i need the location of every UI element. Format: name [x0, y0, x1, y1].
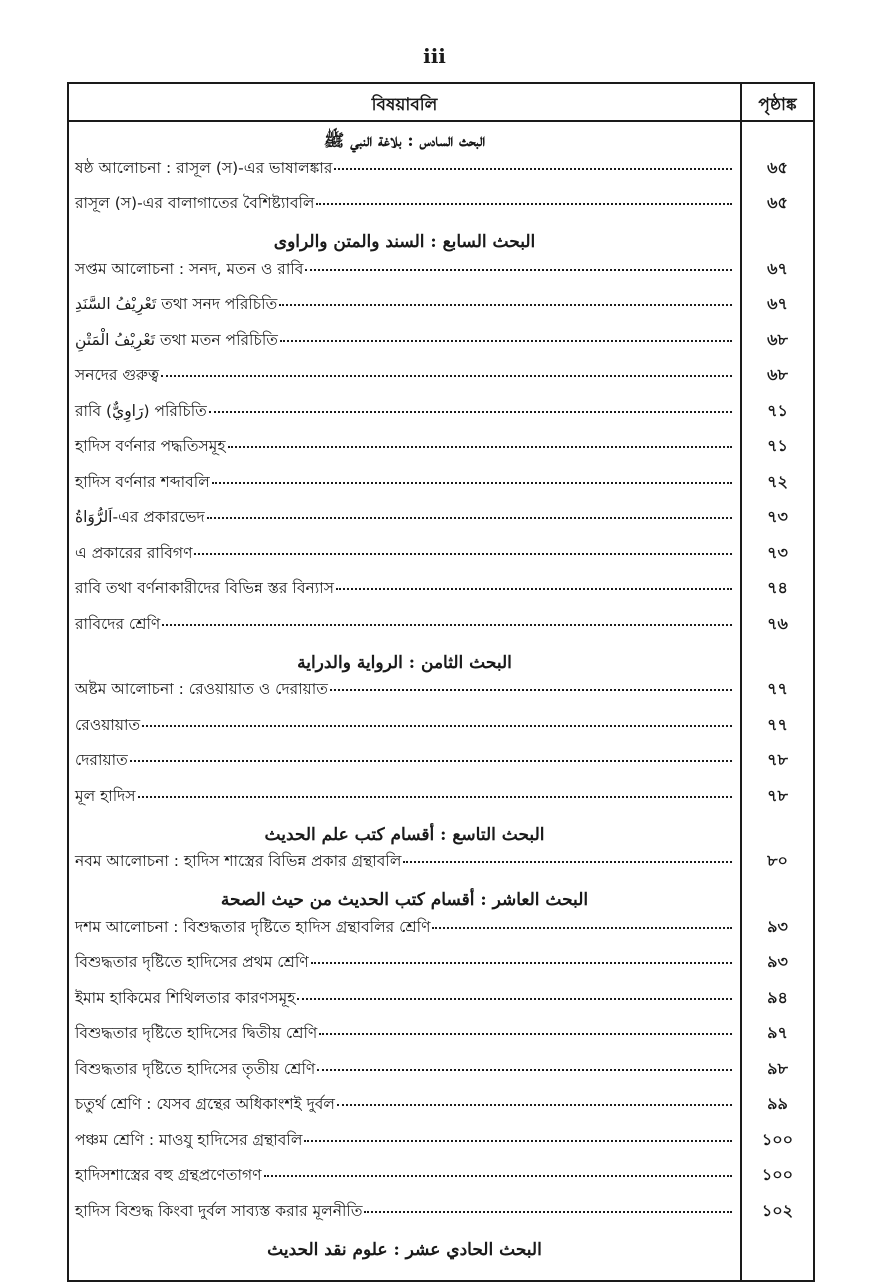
- entry-title: হাদিস বিশুদ্ধ কিংবা দুর্বল সাব্যস্ত করার মূলনীতি: [75, 1201, 363, 1220]
- toc-entry: [69, 674, 813, 710]
- entry-page-number: ৯৪: [767, 987, 788, 1007]
- entry-page-number: ১০২: [761, 1200, 794, 1220]
- section-heading: البحث الحادي عشر : علوم نقد الحديث: [267, 1239, 542, 1260]
- entry-page-number: ৬৮: [767, 365, 788, 384]
- entry-title-cell: [75, 950, 732, 976]
- dot-leader: [317, 1069, 732, 1071]
- entry-page-number: ৭১: [767, 400, 788, 420]
- toc-entry: [69, 780, 813, 816]
- entry-title: মূল হাদিস: [75, 786, 136, 805]
- entry-title-cell: [75, 713, 732, 739]
- entry-title-cell: [75, 541, 732, 567]
- toc-entry: [69, 1053, 813, 1089]
- toc-entry: [69, 188, 813, 224]
- dot-leader: [311, 962, 732, 964]
- toc-entry: [69, 395, 813, 431]
- dot-leader: [364, 1211, 732, 1213]
- entry-page-number: ৭৩: [767, 542, 788, 562]
- entry-title: রাসূল (স)-এর বালাগাতের বৈশিষ্ট্যাবলি: [75, 194, 315, 212]
- entry-page-number: ৭৮: [767, 750, 788, 769]
- entry-title: চতুর্থ শ্রেণি : যেসব গ্রন্থের অধিকাংশই দুর্বল: [75, 1095, 335, 1113]
- entry-title: বিশুদ্ধতার দৃষ্টিতে হাদিসের তৃতীয় শ্রেণি: [75, 1059, 316, 1078]
- entry-title-cell: [75, 612, 732, 638]
- entry-page-number: ৬৫: [767, 157, 788, 177]
- entry-title-cell: [75, 1163, 732, 1189]
- dot-leader: [403, 861, 732, 863]
- entry-title: ষষ্ঠ আলোচনা : রাসূল (স)-এর ভাষালঙ্কার: [75, 158, 333, 177]
- entry-title-cell: [75, 191, 732, 217]
- entry-page-number: ৭১: [767, 436, 788, 455]
- entry-page-number: ১০০: [761, 1129, 794, 1149]
- entry-title: রাবিদের শ্রেণি: [75, 614, 161, 633]
- entry-page-number: ৬৮: [767, 329, 788, 349]
- dot-leader: [337, 1104, 732, 1106]
- entry-title-cell: [75, 292, 732, 318]
- table-header: [69, 84, 813, 122]
- dot-leader: [336, 588, 732, 590]
- entry-title-cell: [75, 915, 732, 941]
- entry-title: বিশুদ্ধতার দৃষ্টিতে হাদিসের দ্বিতীয় শ্রেণি: [75, 1024, 318, 1042]
- dot-leader: [330, 689, 732, 691]
- entry-title-cell: [75, 470, 732, 496]
- entry-title: রাবি তথা বর্ণনাকারীদের বিভিন্ন স্তর বিন্যাস: [75, 579, 334, 597]
- toc-entry: [69, 1160, 813, 1196]
- toc-entry: [69, 982, 813, 1018]
- dot-leader: [130, 760, 732, 762]
- entry-title-cell: [75, 1199, 732, 1225]
- entry-title: সপ্তম আলোচনা : সনদ, মতন ও রাবি: [75, 259, 304, 278]
- toc-entry: [69, 1089, 813, 1125]
- entry-page-number: ৬৫: [767, 193, 788, 212]
- entry-title-cell: [75, 1128, 732, 1154]
- section-heading: البحث الثامن : الرواية والدراية: [297, 652, 512, 673]
- dot-leader: [138, 796, 732, 798]
- entry-page-number: ৭৮: [767, 785, 788, 805]
- page-number: iii: [423, 44, 446, 68]
- toc-entry: [69, 502, 813, 538]
- entry-title: অষ্টম আলোচনা : রেওয়ায়াত ও দেরায়াত: [75, 680, 328, 698]
- entry-title-cell: [75, 156, 732, 182]
- entry-title-cell: [75, 849, 732, 875]
- entry-page-number: ৭৭: [767, 679, 788, 698]
- entry-title: ইমাম হাকিমের শিথিলতার কারণসমূহ: [75, 988, 296, 1007]
- contents-column-header: বিষয়াবলি: [371, 95, 438, 115]
- entry-title-cell: [75, 505, 732, 531]
- section-heading: البحث التاسع : أقسام كتب علم الحديث: [264, 824, 545, 845]
- entry-title-cell: [75, 576, 732, 602]
- entry-title: সনদের গুরুত্ব: [75, 366, 159, 384]
- toc-entry: [69, 608, 813, 644]
- entry-page-number: ৯৯: [767, 1094, 788, 1113]
- toc-entry: [69, 745, 813, 781]
- entry-page-number: ৬৭: [767, 258, 788, 278]
- entry-page-number: ১০০: [761, 1165, 794, 1184]
- entry-page-number: ৭৬: [767, 613, 788, 633]
- entry-title-cell: [75, 328, 732, 354]
- toc-entry: [69, 253, 813, 289]
- toc-entry: [69, 947, 813, 983]
- entry-title-cell: [75, 363, 732, 389]
- toc-entry: [69, 360, 813, 396]
- entry-title: দেরায়াত: [75, 751, 128, 769]
- entry-title: নবম আলোচনা : হাদিস শাস্ত্রের বিভিন্ন প্রকার গ্রন্থাবলি: [75, 852, 402, 870]
- page-column-header: পৃষ্ঠাঙ্ক: [758, 95, 797, 115]
- toc-entry: [69, 709, 813, 745]
- dot-leader: [279, 304, 732, 306]
- entry-page-number: ৭৪: [767, 578, 788, 597]
- entry-page-number: ৭২: [767, 471, 788, 491]
- toc-entry: [69, 537, 813, 573]
- dot-leader: [212, 482, 732, 484]
- entry-title-cell: [75, 434, 732, 460]
- dot-leader: [228, 446, 732, 448]
- dot-leader: [161, 375, 732, 377]
- entry-page-number: ৭৩: [767, 507, 788, 526]
- entry-page-number: ৭৭: [767, 714, 788, 734]
- entry-title: রেওয়ায়াত: [75, 715, 141, 734]
- dot-leader: [264, 1175, 732, 1177]
- entry-title: হাদিস বর্ণনার শব্দাবলি: [75, 472, 210, 491]
- dot-leader: [316, 203, 732, 205]
- dot-leader: [162, 624, 732, 626]
- toc-entry: [69, 466, 813, 502]
- entry-page-number: ৮০: [767, 851, 788, 870]
- entry-title-cell: [75, 784, 732, 810]
- entry-title-cell: [75, 257, 732, 283]
- entry-page-number: ৯৮: [767, 1058, 788, 1078]
- section-heading: البحث العاشر : أقسام كتب الحديث من حيث الصحة: [220, 890, 589, 910]
- entry-title-cell: [75, 748, 732, 774]
- entry-title-cell: [75, 399, 732, 425]
- toc-entry: [69, 911, 813, 947]
- dot-leader: [194, 553, 732, 555]
- toc-entry: [69, 324, 813, 360]
- entry-title-cell: [75, 1057, 732, 1083]
- dot-leader: [209, 411, 732, 413]
- entry-title: পঞ্চম শ্রেণি : মাওযু হাদিসের গ্রন্থাবলি: [75, 1130, 303, 1149]
- contents-table: [67, 82, 815, 1282]
- entry-title: تَعْرِيْفُ الْمَتْنِ তথা মতন পরিচিতি: [75, 330, 278, 349]
- toc-entry: [69, 1195, 813, 1231]
- dot-leader: [297, 998, 732, 1000]
- entry-page-number: ৯৩: [767, 916, 788, 936]
- toc-entry: [69, 1018, 813, 1054]
- entry-title-cell: [75, 1021, 732, 1047]
- dot-leader: [334, 168, 732, 170]
- entry-title: হাদিসশাস্ত্রের বহু গ্রন্থপ্রণেতাগণ: [75, 1166, 262, 1184]
- toc-entry: [69, 152, 813, 188]
- entry-title: এ প্রকারের রাবিগণ: [75, 543, 193, 562]
- dot-leader: [280, 340, 732, 342]
- toc-entry: [69, 431, 813, 467]
- entry-title-cell: [75, 986, 732, 1012]
- section-heading: البحث السابع : السند والمتن والراوى: [273, 232, 536, 252]
- dot-leader: [207, 517, 732, 519]
- entry-title: দশম আলোচনা : বিশুদ্ধতার দৃষ্টিতে হাদিস গ্রন্থাবলির শ্রেণি: [75, 917, 431, 936]
- entry-title: اَلرُّوَاةُ-এর প্রকারভেদ: [75, 508, 205, 526]
- dot-leader: [305, 269, 732, 271]
- dot-leader: [304, 1140, 732, 1142]
- dot-leader: [142, 725, 732, 727]
- toc-entry: [69, 1124, 813, 1160]
- entry-page-number: ৬৭: [767, 294, 788, 313]
- entry-page-number: ৯৩: [767, 952, 788, 971]
- entry-title: রাবি (رَاوِيٌّ) পরিচিতি: [75, 401, 207, 420]
- entry-title: হাদিস বর্ণনার পদ্ধতিসমূহ: [75, 437, 226, 455]
- section-heading: البحث السادس : بلاغة النبي ﷺ: [323, 131, 486, 151]
- entry-title: বিশুদ্ধতার দৃষ্টিতে হাদিসের প্রথম শ্রেণি: [75, 953, 309, 971]
- entry-page-number: ৯৭: [767, 1023, 788, 1042]
- dot-leader: [432, 927, 732, 929]
- toc-entry: [69, 846, 813, 882]
- entry-title: تَعْرِيْفُ السَّنَدِ তথা সনদ পরিচিতি: [75, 295, 278, 313]
- entry-title-cell: [75, 1092, 732, 1118]
- toc-entry: [69, 289, 813, 325]
- table-body: [69, 122, 813, 1261]
- toc-entry: [69, 573, 813, 609]
- dot-leader: [319, 1033, 732, 1035]
- entry-title-cell: [75, 677, 732, 703]
